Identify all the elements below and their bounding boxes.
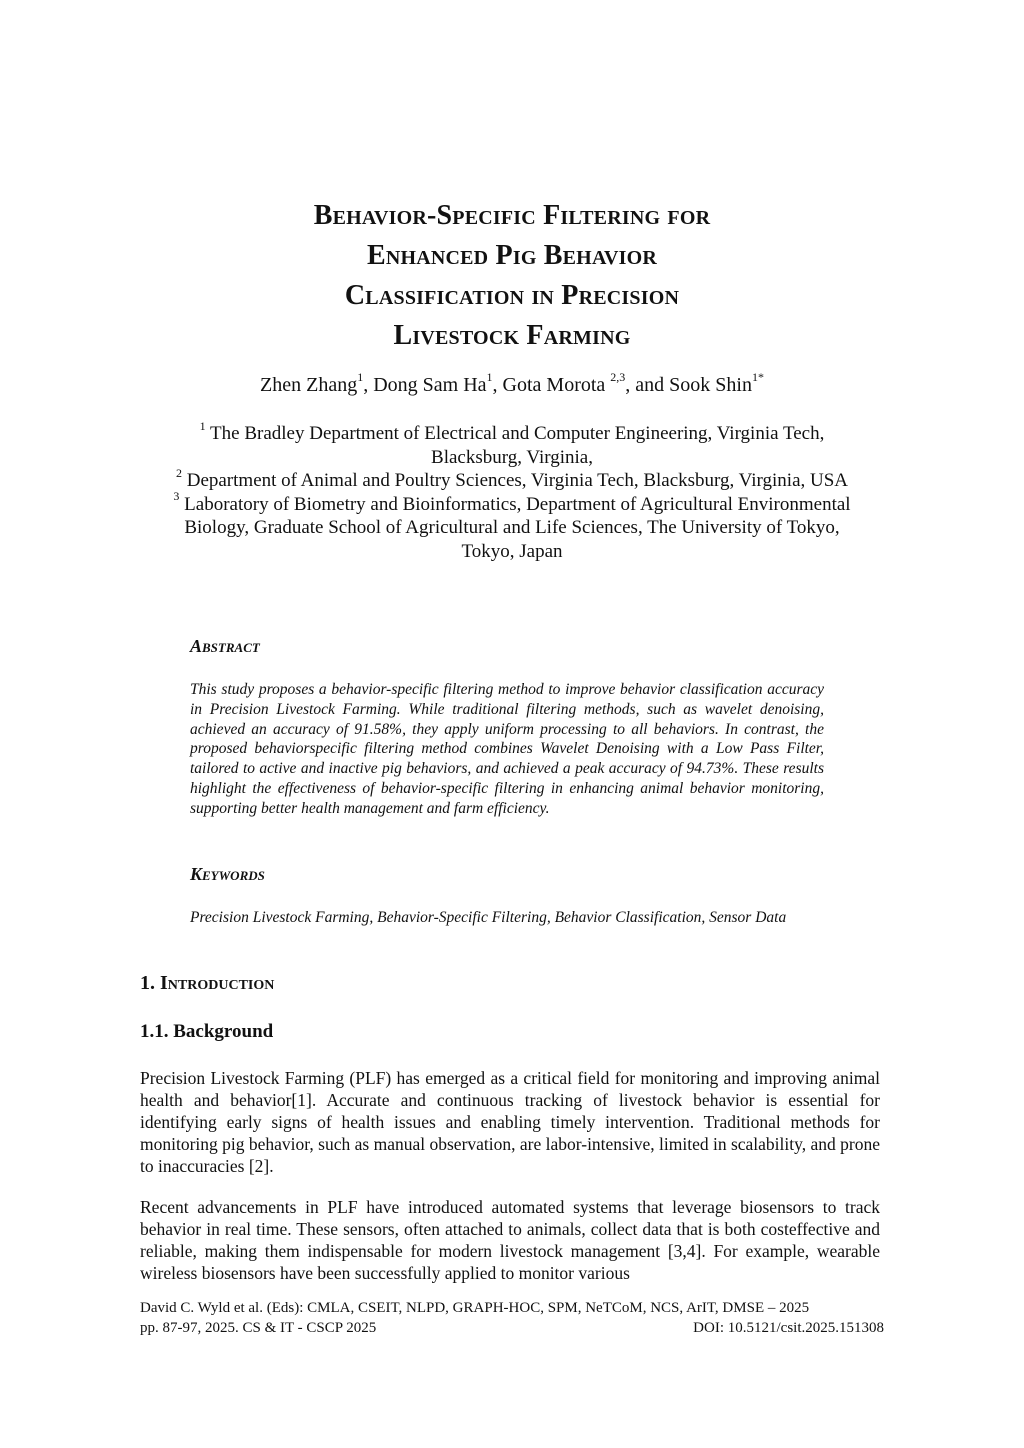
keywords-text: Precision Livestock Farming, Behavior-Specific Filtering, Behavior Classification, Sensor Data <box>190 909 787 926</box>
title-line: Behavior-Specific Filtering for <box>313 200 711 231</box>
author-name: Zhen Zhang <box>260 374 358 396</box>
affil-marker: 3 <box>173 489 180 504</box>
author-list <box>0 372 1024 398</box>
paper-title <box>0 196 1024 356</box>
subsection-heading: 1.1. Background <box>140 1021 274 1042</box>
footer-row <box>140 1298 884 1318</box>
abstract-text: This study proposes a behavior-specific filtering method to improve behavior classification accuracy in Precision Livestock Farming. While traditional filtering methods, such as wavelet denoising, achieved an accuracy of 91.58%, they apply uniform processing to all behaviors. In contrast, the proposed behaviorspecific filtering method combines Wavelet Denoising with a Low Pass Filter, tailored to active and inactive pig behaviors, and achieved a peak accuracy of 94.73%. These results highlight the effectiveness of behavior-specific filtering in enhancing animal behavior monitoring, supporting better health management and farm efficiency. <box>190 681 824 817</box>
footer-pages: pp. 87-97, 2025. CS & IT - CSCP 2025 <box>140 1320 377 1336</box>
footer-doi: DOI: 10.5121/csit.2025.151308 <box>693 1320 884 1336</box>
author-affil-marker: 2,3 <box>610 370 626 385</box>
abstract-heading: Abstract <box>190 636 260 656</box>
body-paragraph: Precision Livestock Farming (PLF) has emerged as a critical field for monitoring and improving animal health and behavior[1]. Accurate and continuous tracking of livestock behavior is essential for identifying early signs of health issues and enabling timely intervention. Traditional methods for monitoring pig behavior, such as manual observation, are labor-intensive, limited in scalability, and prone to inaccuracies [2]. <box>140 1068 880 1176</box>
body-paragraph: Recent advancements in PLF have introduced automated systems that leverage biosensors to track behavior in real time. These sensors, often attached to animals, collect data that is both costeffective and reliable, making them indispensable for modern livestock management [3,4]. For example, wearable wireless biosensors have been successfully applied to monitor various <box>140 1197 880 1283</box>
affiliation-3-continued: Biology, Graduate School of Agricultural and Life Sciences, The University of Tokyo, Tokyo, Japan <box>184 517 840 562</box>
footer-row <box>140 1318 884 1338</box>
author-name: , Dong Sam Ha <box>363 374 487 396</box>
page-footer <box>140 1298 884 1338</box>
title-line: Livestock Farming <box>393 320 631 351</box>
author-affil-marker: 1* <box>751 370 764 385</box>
affil-text: The Bradley Department of Electrical and Computer Engineering, Virginia Tech, Blacksburg, Virginia, <box>205 423 825 468</box>
footer-proceedings: David C. Wyld et al. (Eds): CMLA, CSEIT, NLPD, GRAPH-HOC, SPM, NeTCoM, NCS, ArIT, DMSE – 2025 <box>140 1300 810 1316</box>
author-affil-marker: 1 <box>486 370 493 385</box>
affiliation-3 <box>170 489 854 517</box>
title-line: Enhanced Pig Behavior <box>366 240 658 271</box>
affil-marker: 2 <box>175 465 182 480</box>
affil-text: Laboratory of Biometry and Bioinformatics, Department of Agricultural Environmental <box>179 493 851 515</box>
affil-marker: 1 <box>199 418 206 433</box>
author-name: , and Sook Shin <box>625 374 752 396</box>
affiliations <box>170 418 854 563</box>
section-heading: 1. Introduction <box>140 972 275 994</box>
title-line: Classification in Precision <box>344 280 680 311</box>
author-name: , Gota Morota <box>492 374 611 396</box>
affiliation-1 <box>170 418 854 469</box>
affiliation-2 <box>170 465 854 493</box>
affil-text: Department of Animal and Poultry Sciences, Virginia Tech, Blacksburg, Virginia, USA <box>181 470 849 491</box>
author-affil-marker: 1 <box>357 370 364 385</box>
keywords-heading: Keywords <box>190 864 265 884</box>
